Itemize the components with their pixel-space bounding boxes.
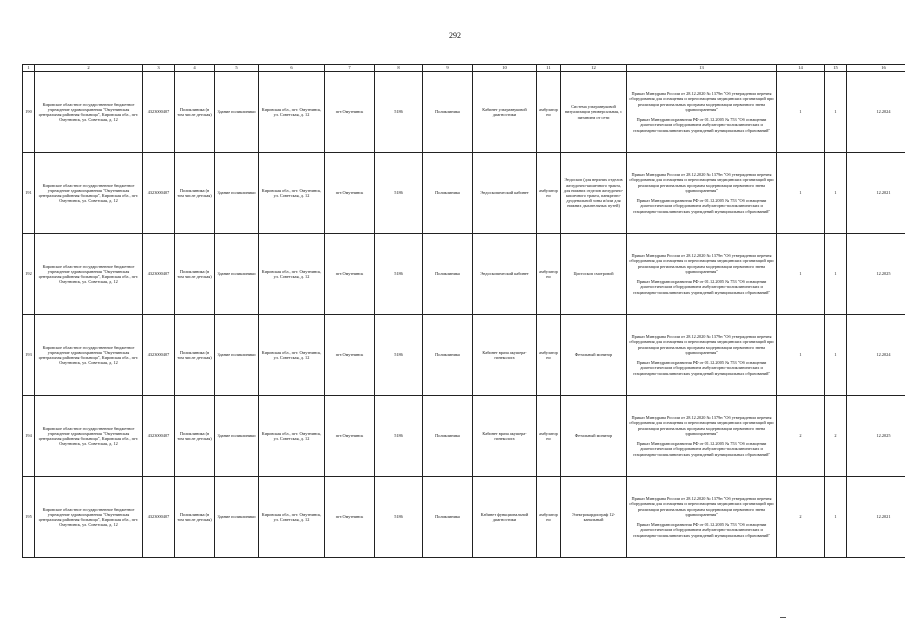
column-number: 7: [325, 65, 375, 72]
code-cell: 5186: [375, 396, 423, 477]
quantity-cell: 1: [777, 315, 825, 396]
care-form-cell: амбулаторно: [537, 477, 561, 558]
column-number: 6: [259, 65, 325, 72]
organization-cell: Кировское областное государственное бюджетное учреждение здравоохранения "Омутнинская центральная районная больница", Кировская обл., пгт. Омутнинск, ул. Советская, д. 12: [35, 153, 143, 234]
inn-cell: 4323000407: [143, 396, 175, 477]
quantity-cell: 1: [777, 234, 825, 315]
row-number-cell: 190: [23, 72, 35, 153]
column-number: 10: [473, 65, 537, 72]
legal-basis-cell: Приказ Минздрава России от 28.12.2020 № 1379н "Об утверждении перечня оборудования для оснащения и переоснащения медицинских организаций при реализации региональных программ модернизации первичного звена здравоохранения" Приказ Минздравсоцразвития РФ от 01.12.2005 № 753 "Об оснащении диагностическим оборудованием амбулаторно-поликлинических и стационарно-поликлинических учреждений муниципальных образований": [627, 396, 777, 477]
building-cell: Здание поликлиники: [215, 315, 259, 396]
unit-cell: Поликлиника: [423, 396, 473, 477]
row-number-cell: 193: [23, 315, 35, 396]
page-number: 292: [449, 31, 461, 40]
inn-cell: 4323000407: [143, 477, 175, 558]
room-cell: Кабинет ультразвуковой диагностики: [473, 72, 537, 153]
equipment-cell: Система ультразвуковой визуализации универсальная, с питанием от сети: [561, 72, 627, 153]
department-cell: Поликлиника (в том числе детская): [175, 153, 215, 234]
room-cell: Эндоскопический кабинет: [473, 234, 537, 315]
column-number: 13: [627, 65, 777, 72]
column-number: 15: [825, 65, 847, 72]
code-cell: 5186: [375, 153, 423, 234]
quantity-cell-2: 1: [825, 477, 847, 558]
organization-cell: Кировское областное государственное бюджетное учреждение здравоохранения "Омутнинская центральная районная больница", Кировская обл., пгт. Омутнинск, ул. Советская, д. 12: [35, 315, 143, 396]
care-form-cell: амбулаторно: [537, 396, 561, 477]
room-cell: Кабинет функциональной диагностики: [473, 477, 537, 558]
legal-basis-cell: Приказ Минздрава России от 28.12.2020 № 1379н "Об утверждении перечня оборудования для оснащения и переоснащения медицинских организаций при реализации региональных программ модернизации первичного звена здравоохранения" Приказ Минздравсоцразвития РФ от 01.12.2005 № 753 "Об оснащении диагностическим оборудованием амбулаторно-поликлинических и стационарно-поликлинических учреждений муниципальных образований": [627, 153, 777, 234]
department-cell: Поликлиника (в том числе детская): [175, 72, 215, 153]
address-cell: Кировская обл., пгт. Омутнинск, ул. Советская, д. 12: [259, 234, 325, 315]
equipment-cell: Электрокардиограф 12-канальный: [561, 477, 627, 558]
date-cell: 12.2021: [847, 153, 905, 234]
table-body: [23, 65, 905, 558]
quantity-cell-2: 2: [825, 396, 847, 477]
quantity-cell: 2: [777, 477, 825, 558]
equipment-cell: Цистоскоп смотровой: [561, 234, 627, 315]
department-cell: Поликлиника (в том числе детская): [175, 396, 215, 477]
locality-cell: пгт.Омутнинск: [325, 234, 375, 315]
column-number: 14: [777, 65, 825, 72]
column-number: 1: [23, 65, 35, 72]
row-number-cell: 192: [23, 234, 35, 315]
locality-cell: пгт.Омутнинск: [325, 396, 375, 477]
address-cell: Кировская обл., пгт. Омутнинск, ул. Советская, д. 12: [259, 477, 325, 558]
column-number: 16: [847, 65, 905, 72]
inn-cell: 4323000407: [143, 234, 175, 315]
column-number: 4: [175, 65, 215, 72]
address-cell: Кировская обл., пгт. Омутнинск, ул. Советская, д. 12: [259, 153, 325, 234]
unit-cell: Поликлиника: [423, 477, 473, 558]
table-row: [23, 477, 905, 558]
quantity-cell: 1: [777, 153, 825, 234]
inn-cell: 4323000407: [143, 153, 175, 234]
building-cell: Здание поликлиники: [215, 72, 259, 153]
column-number: 2: [35, 65, 143, 72]
quantity-cell-2: 1: [825, 315, 847, 396]
unit-cell: Поликлиника: [423, 153, 473, 234]
building-cell: Здание поликлиники: [215, 477, 259, 558]
organization-cell: Кировское областное государственное бюджетное учреждение здравоохранения "Омутнинская центральная районная больница", Кировская обл., пгт. Омутнинск, ул. Советская, д. 12: [35, 72, 143, 153]
room-cell: Кабинет врача акушера-гинеколога: [473, 315, 537, 396]
organization-cell: Кировское областное государственное бюджетное учреждение здравоохранения "Омутнинская центральная районная больница", Кировская обл., пгт. Омутнинск, ул. Советская, д. 12: [35, 396, 143, 477]
equipment-cell: Фетальный монитор: [561, 315, 627, 396]
equipment-cell: Эндоскоп (для верхних отделов желудочно-кишечного тракта, для нижних отделов желудочно-кишечного тракта, панкреато-дуоденальной зоны и/или для нижних дыхательных путей): [561, 153, 627, 234]
building-cell: Здание поликлиники: [215, 234, 259, 315]
column-number: 5: [215, 65, 259, 72]
code-cell: 5186: [375, 315, 423, 396]
locality-cell: пгт.Омутнинск: [325, 153, 375, 234]
row-number-cell: 195: [23, 477, 35, 558]
room-cell: Эндоскопический кабинет: [473, 153, 537, 234]
room-cell: Кабинет врача акушера-гинеколога: [473, 396, 537, 477]
legal-basis-cell: Приказ Минздрава России от 28.12.2020 № 1379н "Об утверждении перечня оборудования для оснащения и переоснащения медицинских организаций при реализации региональных программ модернизации первичного звена здравоохранения" Приказ Минздравсоцразвития РФ от 01.12.2005 № 753 "Об оснащении диагностическим оборудованием амбулаторно-поликлинических и стационарно-поликлинических учреждений муниципальных образований": [627, 72, 777, 153]
date-cell: 12.2024: [847, 72, 905, 153]
locality-cell: пгт.Омутнинск: [325, 477, 375, 558]
unit-cell: Поликлиника: [423, 72, 473, 153]
department-cell: Поликлиника (в том числе детская): [175, 234, 215, 315]
care-form-cell: амбулаторно: [537, 153, 561, 234]
date-cell: 12.2024: [847, 315, 905, 396]
date-cell: 12.2025: [847, 234, 905, 315]
equipment-cell: Фетальный монитор: [561, 396, 627, 477]
table-row: [23, 315, 905, 396]
building-cell: Здание поликлиники: [215, 396, 259, 477]
organization-cell: Кировское областное государственное бюджетное учреждение здравоохранения "Омутнинская центральная районная больница", Кировская обл., пгт. Омутнинск, ул. Советская, д. 12: [35, 234, 143, 315]
equipment-table: [22, 64, 905, 558]
legal-basis-cell: Приказ Минздрава России от 28.12.2020 № 1379н "Об утверждении перечня оборудования для оснащения и переоснащения медицинских организаций при реализации региональных программ модернизации первичного звена здравоохранения" Приказ Минздравсоцразвития РФ от 01.12.2005 № 753 "Об оснащении диагностическим оборудованием амбулаторно-поликлинических и стационарно-поликлинических учреждений муниципальных образований": [627, 234, 777, 315]
row-number-cell: 191: [23, 153, 35, 234]
code-cell: 5186: [375, 234, 423, 315]
date-cell: 12.2025: [847, 396, 905, 477]
address-cell: Кировская обл., пгт. Омутнинск, ул. Советская, д. 12: [259, 396, 325, 477]
table-row: [23, 234, 905, 315]
quantity-cell: 2: [777, 396, 825, 477]
care-form-cell: амбулаторно: [537, 315, 561, 396]
quantity-cell-2: 1: [825, 72, 847, 153]
unit-cell: Поликлиника: [423, 234, 473, 315]
unit-cell: Поликлиника: [423, 315, 473, 396]
organization-cell: Кировское областное государственное бюджетное учреждение здравоохранения "Омутнинская центральная районная больница", Кировская обл., пгт. Омутнинск, ул. Советская, д. 12: [35, 477, 143, 558]
address-cell: Кировская обл., пгт. Омутнинск, ул. Советская, д. 12: [259, 315, 325, 396]
quantity-cell-2: 1: [825, 234, 847, 315]
table-row: [23, 72, 905, 153]
building-cell: Здание поликлиники: [215, 153, 259, 234]
column-number: 11: [537, 65, 561, 72]
inn-cell: 4323000407: [143, 315, 175, 396]
code-cell: 5186: [375, 72, 423, 153]
legal-basis-cell: Приказ Минздрава России от 28.12.2020 № 1379н "Об утверждении перечня оборудования для оснащения и переоснащения медицинских организаций при реализации региональных программ модернизации первичного звена здравоохранения" Приказ Минздравсоцразвития РФ от 01.12.2005 № 753 "Об оснащении диагностическим оборудованием амбулаторно-поликлинических и стационарно-поликлинических учреждений муниципальных образований": [627, 477, 777, 558]
scan-mark: [780, 617, 786, 618]
department-cell: Поликлиника (в том числе детская): [175, 477, 215, 558]
care-form-cell: амбулаторно: [537, 72, 561, 153]
table-row: [23, 153, 905, 234]
quantity-cell-2: 1: [825, 153, 847, 234]
column-number: 12: [561, 65, 627, 72]
care-form-cell: амбулаторно: [537, 234, 561, 315]
code-cell: 5186: [375, 477, 423, 558]
legal-basis-cell: Приказ Минздрава России от 28.12.2020 № 1379н "Об утверждении перечня оборудования для оснащения и переоснащения медицинских организаций при реализации региональных программ модернизации первичного звена здравоохранения" Приказ Минздравсоцразвития РФ от 01.12.2005 № 753 "Об оснащении диагностическим оборудованием амбулаторно-поликлинических и стационарно-поликлинических учреждений муниципальных образований": [627, 315, 777, 396]
column-number-header: [23, 65, 905, 72]
department-cell: Поликлиника (в том числе детская): [175, 315, 215, 396]
column-number: 9: [423, 65, 473, 72]
inn-cell: 4323000407: [143, 72, 175, 153]
address-cell: Кировская обл., пгт. Омутнинск, ул. Советская, д. 12: [259, 72, 325, 153]
column-number: 3: [143, 65, 175, 72]
date-cell: 12.2021: [847, 477, 905, 558]
quantity-cell: 1: [777, 72, 825, 153]
column-number: 8: [375, 65, 423, 72]
row-number-cell: 194: [23, 396, 35, 477]
locality-cell: пгт.Омутнинск: [325, 315, 375, 396]
table-row: [23, 396, 905, 477]
locality-cell: пгт.Омутнинск: [325, 72, 375, 153]
